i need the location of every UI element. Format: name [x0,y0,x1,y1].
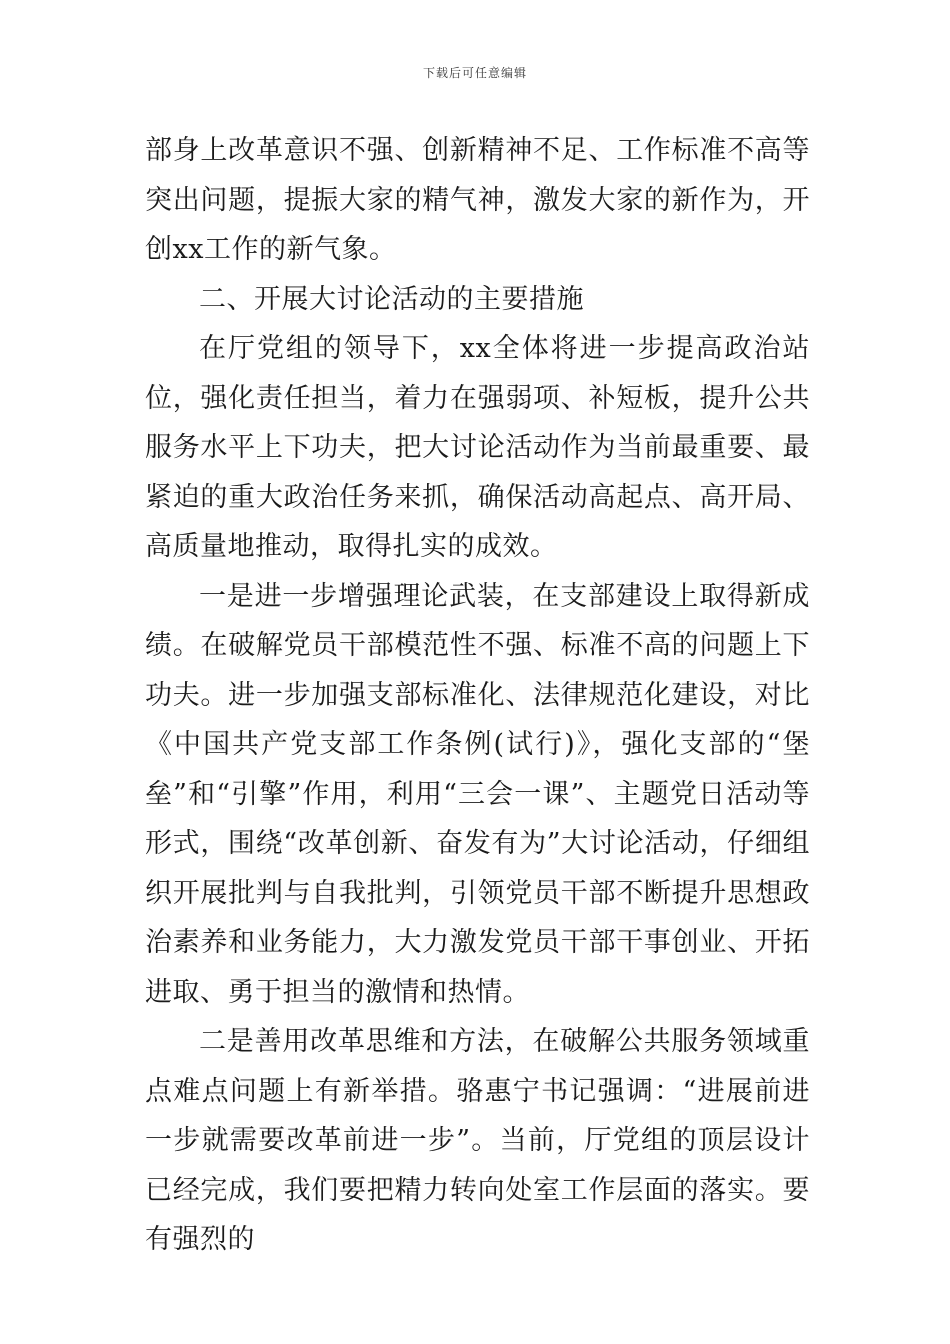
paragraph-measure-two: 二是善用改革思维和方法，在破解公共服务领域重点难点问题上有新举措。骆惠宁书记强调：“进展前进一步就需要改革前进一步”。当前，厅党组的顶层设计已经完成，我们要把精力转向处室工作层面的落实。要有强烈的 [145,1026,810,1255]
paragraph-measure-one: 一是进一步增强理论武装，在支部建设上取得新成绩。在破解党员干部模范性不强、标准不高的问题上下功夫。进一步加强支部标准化、法律规范化建设，对比《中国共产党支部工作条例(试行)》，强化支部的“堡垒”和“引擎”作用，利用“三会一课”、主题党日活动等形式，围绕“改革创新、奋发有为”大讨论活动，仔细组织开展批判与自我批判，引领党员干部不断提升思想政治素养和业务能力，大力激发党员干部干事创业、开拓进取、勇于担当的激情和热情。 [145,580,810,1008]
header-note: 下载后可任意编辑 [422,66,527,80]
paragraph-continuation: 部身上改革意识不强、创新精神不足、工作标准不高等突出问题，提振大家的精气神，激发大家的新作为，开创xx工作的新气象。 [145,135,810,265]
body-text [145,126,810,1265]
paragraph-intro: 在厅党组的领导下，xx全体将进一步提高政治站位，强化责任担当，着力在强弱项、补短板，提升公共服务水平上下功夫，把大讨论活动作为当前最重要、最紧迫的重大政治任务来抓，确保活动高起点、高开局、高质量地推动，取得扎实的成效。 [145,333,810,562]
section-heading: 二、开展大讨论活动的主要措施 [199,283,584,315]
